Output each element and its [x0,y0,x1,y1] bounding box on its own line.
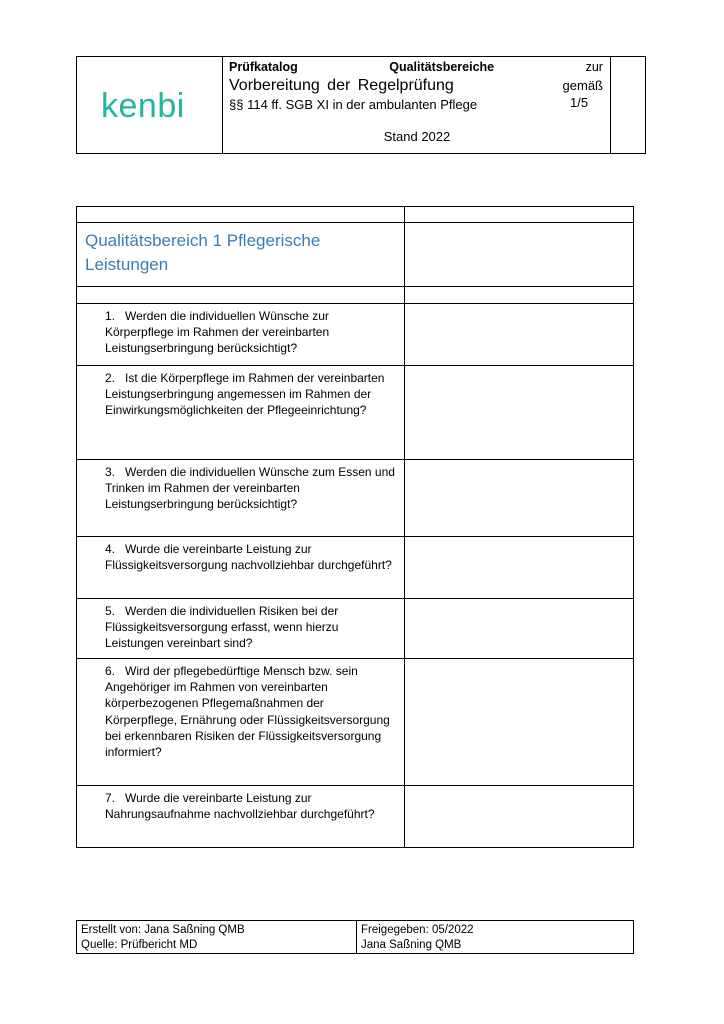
released-by: Jana Saßning QMB [361,938,462,951]
question-number: 6. [105,664,116,678]
page-cell [611,57,645,153]
header-table [76,56,646,154]
title-word-3: zur [585,60,603,74]
question-cell [77,460,405,537]
table-row [77,366,634,460]
table-cell [77,287,405,304]
question-number: 4. [105,542,116,556]
question-text: Wurde die vereinbarte Leistung zur Nahrungsaufnahme nachvollziehbar durchgeführt? [105,791,375,822]
question-number: 2. [105,371,116,385]
footer-left [77,921,357,953]
table-row [77,786,634,848]
answer-cell[interactable] [404,366,633,460]
table-row-blank [77,287,634,304]
question-cell [77,366,405,460]
table-row-blank [77,207,634,223]
table-row [77,659,634,786]
table-row [77,304,634,366]
table-row-section [77,223,634,287]
source: Quelle: Prüfbericht MD [81,938,198,951]
answer-cell[interactable] [404,786,633,848]
question-cell [77,786,405,848]
question-number: 3. [105,465,116,479]
footer-table [76,920,634,954]
question-text: Werden die individuellen Risiken bei der Flüssigkeitsversorgung erfasst, wenn hierzu Leistungen vereinbart sind? [105,604,339,651]
question-text: Wurde die vereinbarte Leistung zur Flüssigkeitsversorgung nachvollziehbar durchgeführt? [105,542,392,573]
kenbi-logo: kenbi [101,87,185,125]
question-text: Wird der pflegebedürftige Mensch bzw. sein Angehöriger im Rahmen von vereinbarten körperbezogenen Pflegemaßnahmen der Körperpflege, Ernährung oder Flüssigkeitsversorgung bei erkennbaren Risiken der Flüssigkeitsversorgung informiert? [105,664,390,760]
question-cell [77,304,405,366]
page-number: 1/5 [570,95,589,110]
stand-text: Stand 2022 [383,129,451,144]
question-text: Werden die individuellen Wünsche zur Körperpflege im Rahmen der vereinbarten Leistungserbringung berücksichtigt? [105,309,330,356]
question-cell [77,659,405,786]
answer-cell[interactable] [404,537,633,599]
table-row [77,599,634,659]
table-cell [404,223,633,287]
answer-cell[interactable] [404,659,633,786]
table-cell [404,207,633,223]
created-by: Erstellt von: Jana Saßning QMB [81,924,245,936]
answer-cell[interactable] [404,460,633,537]
table-cell [404,287,633,304]
question-text: Werden die individuellen Wünsche zum Essen und Trinken im Rahmen der vereinbarten Leistungserbringung berücksichtigt? [105,465,395,512]
section-title: Qualitätsbereich 1 Pflegerische Leistungen [77,223,405,287]
question-cell [77,599,405,659]
title-word-1: Prüfkatalog [229,60,298,74]
answer-cell[interactable] [404,304,633,366]
title-line-2-main: Vorbereitung der Regelprüfung [229,77,454,94]
footer-right [357,921,633,953]
logo-cell [77,57,223,153]
released-date: Freigegeben: 05/2022 [361,924,474,936]
question-number: 7. [105,791,116,805]
answer-cell[interactable] [404,599,633,659]
title-cell [223,57,611,153]
title-line-1 [229,60,603,74]
title-word-2: Qualitätsbereiche [389,60,495,74]
table-row [77,537,634,599]
title-line-2 [229,77,603,95]
questions-table [76,206,634,848]
question-cell [77,537,405,599]
table-cell [77,207,405,223]
question-number: 1. [105,309,116,323]
question-text: Ist die Körperpflege im Rahmen der vereinbarten Leistungserbringung angemessen im Rahmen der Einwirkungsmöglichkeiten der Pflegeeinrichtung? [105,371,385,418]
question-number: 5. [105,604,116,618]
table-row [77,460,634,537]
title-line-3: §§ 114 ff. SGB XI in der ambulanten Pflege [229,97,478,112]
title-line-2-end: gemäß [562,78,603,93]
